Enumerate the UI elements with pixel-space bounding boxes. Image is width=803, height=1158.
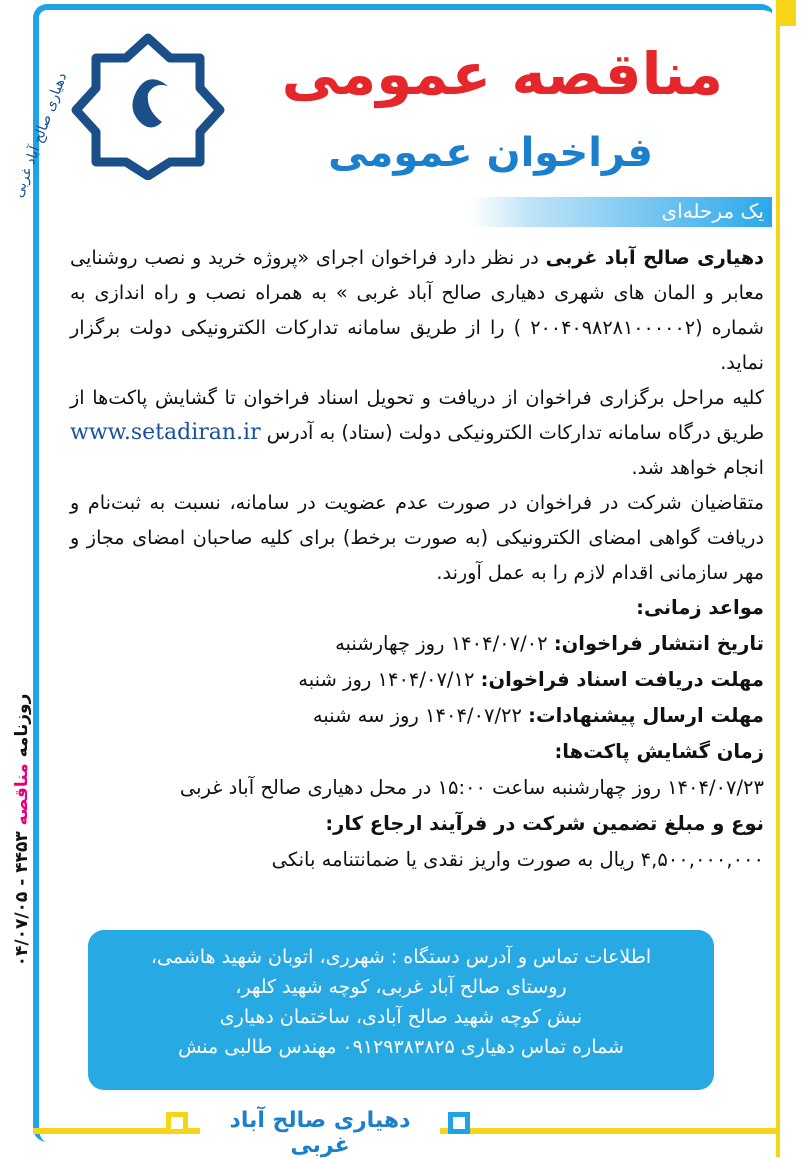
schedule-publish: [70, 626, 764, 662]
opening-value: ۱۴۰۴/۰۷/۲۳ روز چهارشنبه ساعت ۱۵:۰۰ در محل دهیاری صالح آباد غربی: [179, 776, 764, 799]
footer-org-name: دهیاری صالح آباد غربی: [200, 1108, 440, 1158]
schedule-submit: [70, 698, 764, 734]
receive-label: مهلت دریافت اسناد فراخوان:: [480, 668, 764, 691]
stage-label: یک مرحله‌ای: [661, 199, 764, 223]
submit-value: ۱۴۰۴/۰۷/۲۲ روز سه شنبه: [312, 704, 529, 727]
contact-line-3: نبش کوچه شهید صالح آبادی، ساختمان دهیاری: [219, 1006, 583, 1028]
page-title: مناقصه عمومی: [281, 40, 723, 108]
yellow-edge: [772, 0, 800, 1157]
intro-text: در نظر دارد فراخوان اجرای «پروژه خرید و نصب روشنایی معابر و المان های شهری دهیاری صالح آباد غربی » به همراه نصب و راه اندازی به شماره (۲۰۰۴۰۹۸۲۸۱۰۰۰۰۰۲ ) را از طریق سامانه تدارکات الکترونیکی دولت برگزار نماید.: [70, 246, 764, 374]
contact-line-2: روستای صالح آباد غربی، کوچه شهید کلهر،: [235, 976, 567, 998]
schedule-receive: [70, 662, 764, 698]
logo-caption: دهیاری صالح آباد غربی: [10, 70, 71, 200]
stage-band: [470, 197, 772, 227]
paragraph-registration: متقاضیان شرکت در فراخوان در صورت عدم عضویت در سامانه، نسبت به ثبت‌نام و دریافت گواهی امضای الکترونیکی (به صورت برخط) برای کلیه صاحبان امضای مجاز و مهر سازمانی اقدام لازم را به عمل آورند.: [70, 491, 764, 584]
side-issue-label: [8, 670, 36, 990]
page-subtitle: فراخوان عمومی: [328, 130, 653, 176]
schedule-heading: مواعد زمانی:: [636, 596, 764, 619]
contact-line-4: شماره تماس دهیاری ۰۹۱۲۹۳۸۳۸۲۵ مهندس طالبی منش: [178, 1036, 624, 1058]
guarantee-heading: نوع و مبلغ تضمین شرکت در فرآیند ارجاع کار:: [325, 812, 764, 835]
footer-square-yellow: [166, 1112, 188, 1134]
process-end: انجام خواهد شد.: [631, 456, 764, 479]
side-issue: ۴۴۵۳ - ۰۴/۰۷/۰۵: [12, 831, 32, 967]
setad-link[interactable]: www.setadiran.ir: [70, 420, 261, 445]
contact-line-1: اطلاعات تماس و آدرس دستگاه : شهرری، اتوبان شهید هاشمی،: [150, 946, 652, 968]
publish-value: ۱۴۰۴/۰۷/۰۲ روز چهارشنبه: [335, 632, 554, 655]
announcement-body: [70, 240, 764, 878]
schedule-section: [70, 590, 764, 878]
submit-label: مهلت ارسال پیشنهادات:: [528, 704, 764, 727]
opening-heading: زمان گشایش پاکت‌ها:: [554, 740, 764, 763]
guarantee-value: ۴,۵۰۰,۰۰۰,۰۰۰ ریال به صورت واریز نقدی یا ضمانتنامه بانکی: [271, 848, 764, 871]
receive-value: ۱۴۰۴/۰۷/۱۲ روز شنبه: [298, 668, 481, 691]
paragraph-process: [70, 380, 764, 485]
contact-info-box: [88, 930, 714, 1090]
process-text: کلیه مراحل برگزاری فراخوان از دریافت و تحویل اسناد فراخوان تا گشایش پاکت‌ها از طریق درگاه سامانه تدارکات الکترونیکی دولت (ستاد) به آدرس: [70, 386, 764, 444]
footer-square-blue: [448, 1112, 470, 1134]
paragraph-intro: [70, 240, 764, 380]
side-prefix: روزنامه: [12, 693, 32, 758]
org-name: دهیاری صالح آباد غربی: [545, 246, 764, 269]
publish-label: تاریخ انتشار فراخوان:: [553, 632, 764, 655]
side-brand: مناقصه: [12, 763, 32, 826]
